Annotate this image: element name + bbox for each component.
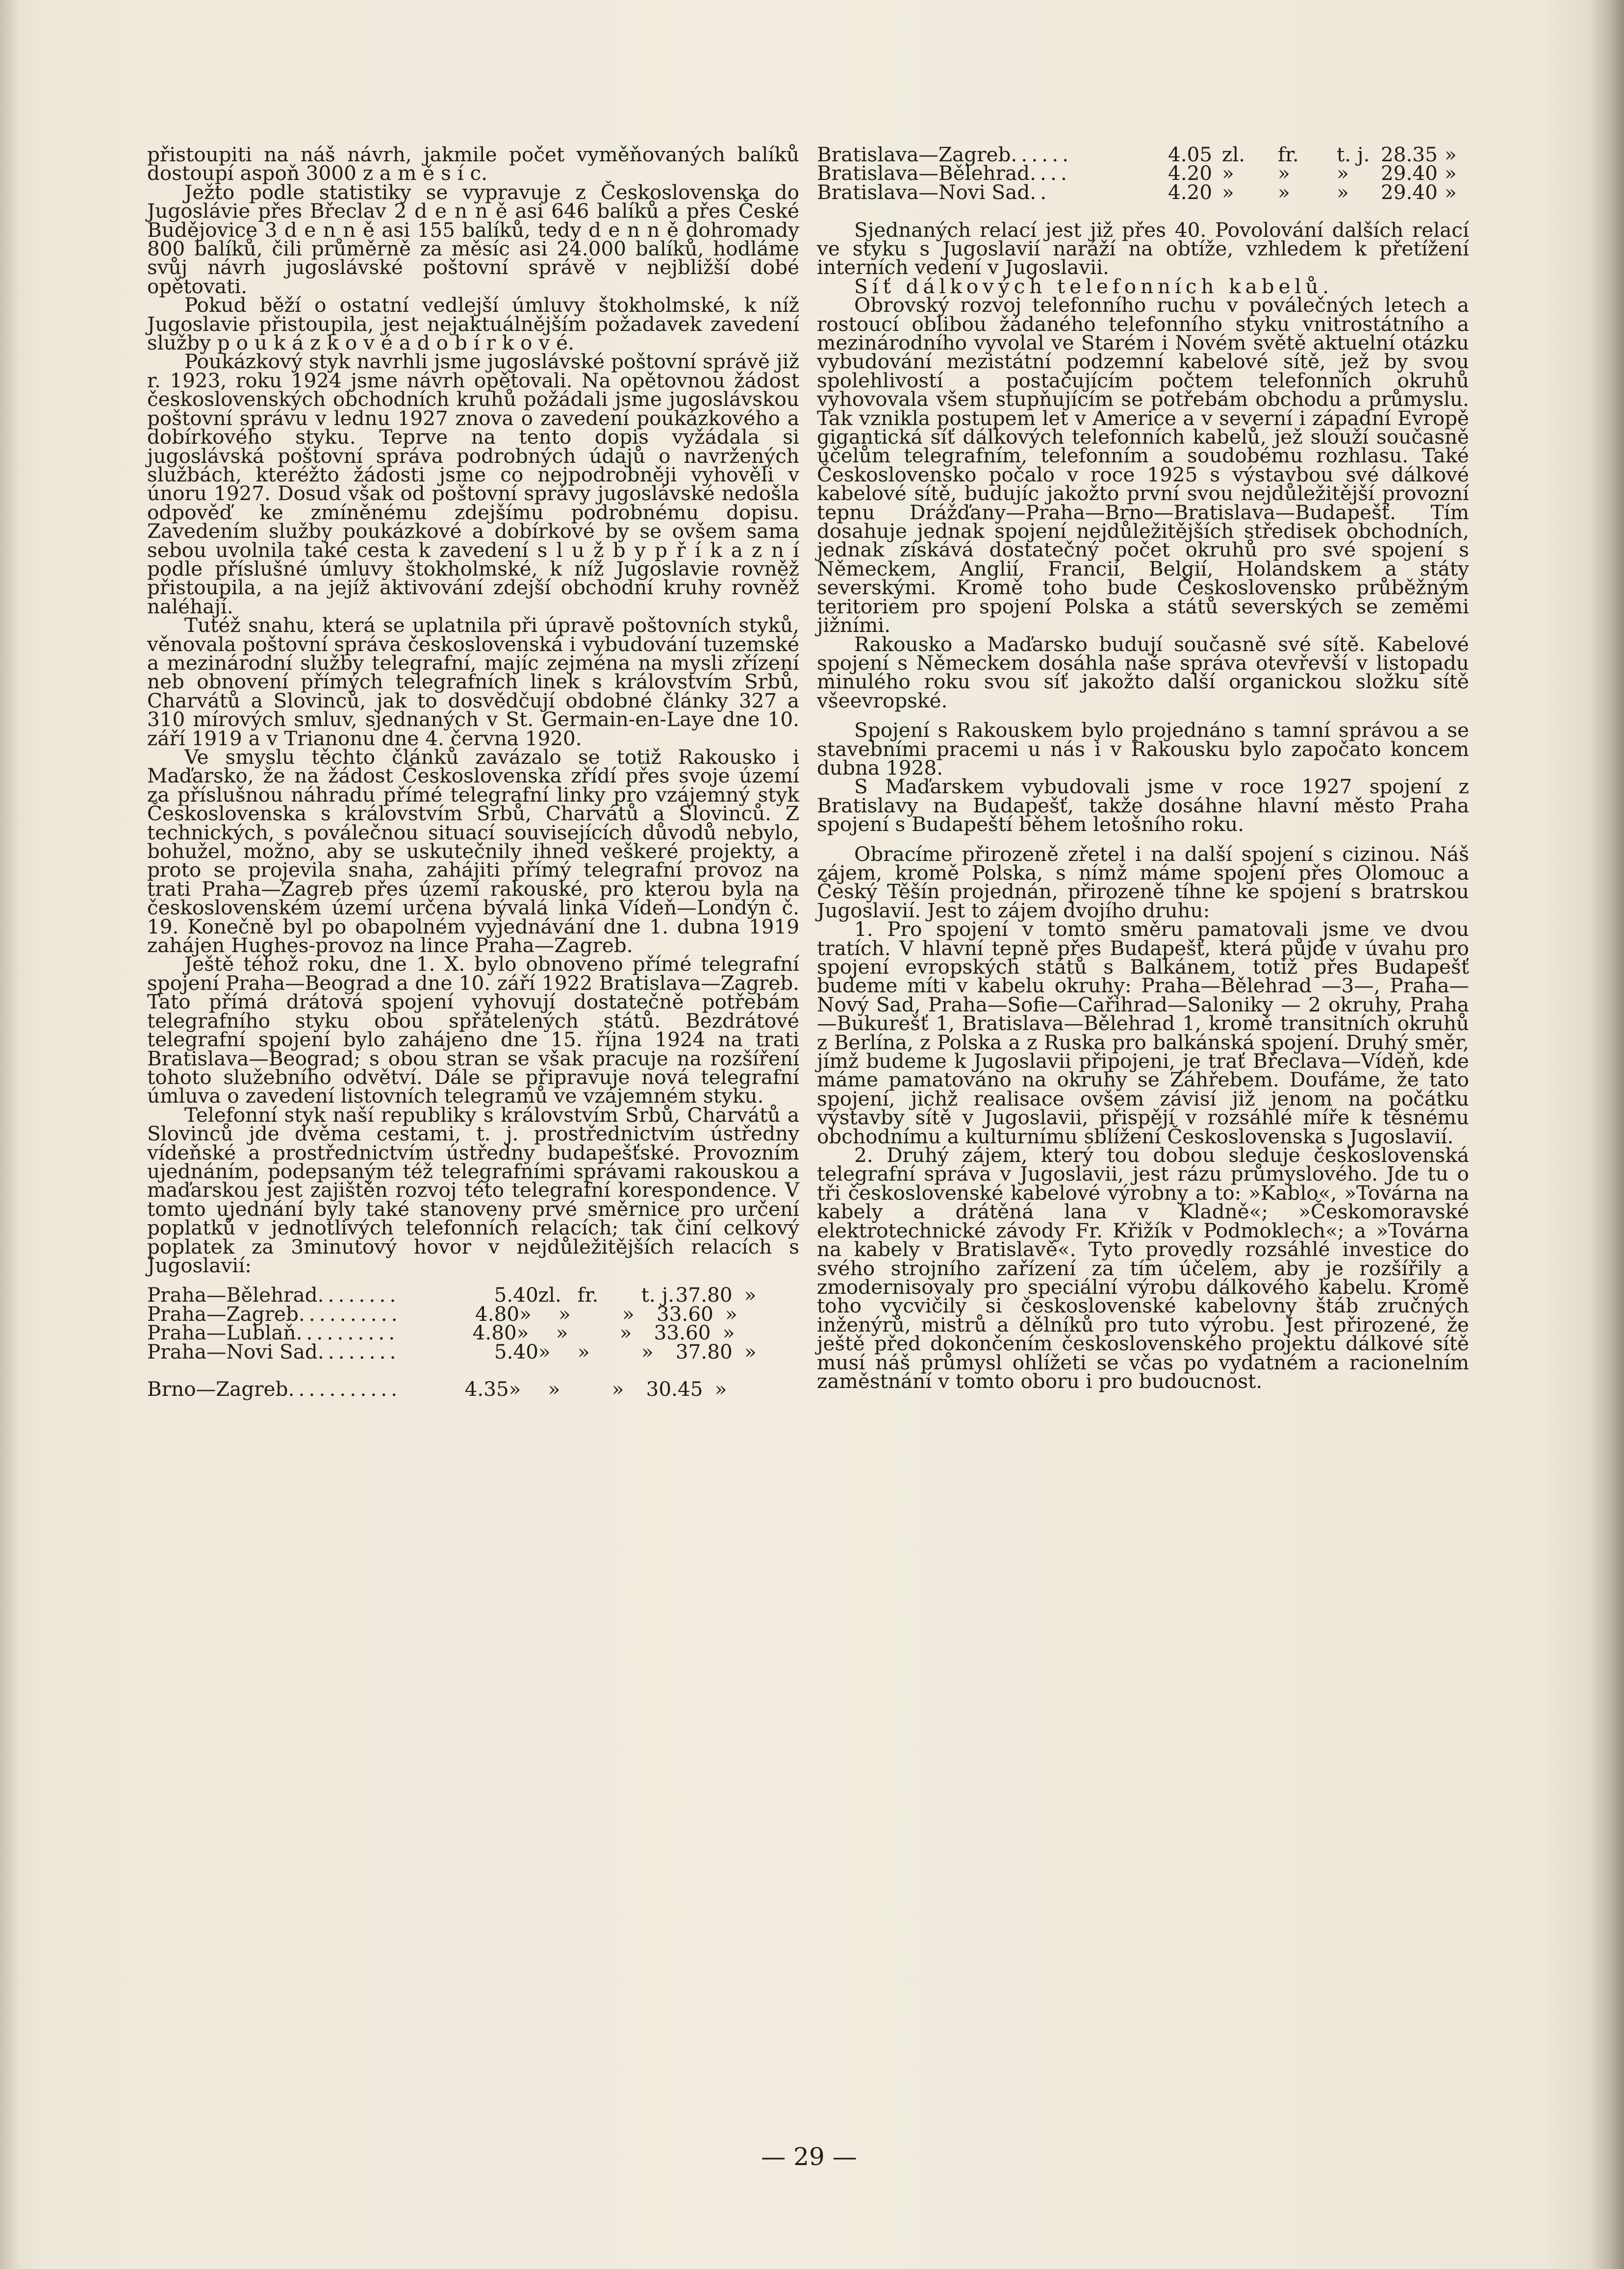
rate-unit: »: [538, 1339, 551, 1363]
paragraph-relations: Sjednaných relací jest již přes 40. Povolování dalších relací ve styku s Jugoslavií naráží na obtíže, vzhledem k přetížení interních vedení v Jugoslavii.: [817, 218, 1469, 279]
rate-route: Praha—Novi Sad: [147, 1339, 318, 1363]
rate-unit: »: [1445, 180, 1457, 204]
rate-unit: »: [556, 1321, 568, 1345]
rate-dots: ..........: [298, 1304, 402, 1324]
rate-unit: »: [1278, 180, 1290, 204]
paragraph-interest-two: 2. Druhý zájem, který tou dobou sleduje československá telegrafní správa v Jugoslavii, jest rázu průmyslového. Jde tu o tři československé kabelové výrobny a to: »Kablo«, »Továrna na kabely a drátěná lana v Kladně«; »Českomoravské elektrotechnické závody Fr. Křižík v Podmoklech«; a »Továrna na kabely v Bratislavě«. Tyto provedly rozsáhlé investice do svého strojního zařízení za tím účelem, aby je rozšířily a zmodernisovaly pro speciální výrobu dálkového kabelu. Kromě toho vycvičily si československé kabelovny štáb zručných inženýrů, mistrů a dělníků pro tuto výrobu. Jest přirozené, že ještě před dokončením československého projektu dálkové sítě musí náš průmysl ohlížeti se včas po vydatném a racionelním zaměstnání v tomto oboru i pro budoucnost.: [817, 1143, 1469, 1393]
rate-value-zl: 5.40: [494, 1283, 538, 1307]
rate-route: Praha—Bělehrad: [147, 1283, 318, 1307]
rate-value-kc: 33.60: [654, 1321, 711, 1345]
rate-unit: »: [577, 1339, 590, 1363]
paragraph-continuation: přistoupiti na náš návrh, jakmile počet vyměňovaných balíků dostoupí aspoň 3000 z a m ě s í c.: [147, 143, 799, 185]
rate-value-zl: 4.20: [1168, 180, 1213, 204]
rate-unit: »: [558, 1302, 571, 1326]
rate-dots: ....: [1030, 164, 1071, 183]
rate-value-kc: 37.80: [675, 1339, 733, 1363]
paragraph-direct-connections: Ještě téhož roku, dne 1. X. bylo obnoveno přímé telegrafní spojení Praha—Beograd a dne 10. září 1922 Bratislava—Zagreb. Tato přímá drátová spojení vyhovují dostatečně potřebám telegrafního styku obou spřátelených států. Bezdrátové telegrafní spojení bylo zahájeno dne 15. října 1924 na trati Bratislava—Beograd; s obou stran se však pracuje na rozšíření tohoto služebního odvětví. Dále se připravuje nová telegrafní úmluva o zavedení listovních telegramů ve vzájemném styku.: [147, 952, 799, 1108]
rate-value-zl: 5.40: [494, 1339, 539, 1363]
rate-dots: ..: [1030, 182, 1051, 202]
rate-unit: »: [744, 1283, 757, 1307]
rate-unit: »: [519, 1302, 532, 1326]
rate-unit: »: [619, 1321, 632, 1345]
rate-dots: ........: [317, 1286, 400, 1305]
rate-unit: t. j.: [641, 1283, 675, 1307]
rate-dots: ........: [317, 1342, 400, 1361]
rate-unit: zl.: [1222, 143, 1245, 166]
rate-unit: zl.: [538, 1283, 561, 1307]
rate-unit: »: [548, 1377, 560, 1401]
rates-table-bratislava: [817, 145, 1469, 202]
rate-unit: t. j.: [1337, 143, 1370, 166]
rate-value-zl: 4.80: [472, 1321, 517, 1345]
page-left-shadow: [0, 0, 20, 2269]
rate-value-zl: 4.05: [1168, 143, 1213, 166]
rate-unit: fr.: [1278, 143, 1299, 166]
rate-unit: »: [1337, 180, 1349, 204]
rate-row: [147, 1283, 799, 1307]
paragraph-telegraph: Tutéž snahu, která se uplatnila při úpravě poštovních styků, věnovala poštovní správa československá i vybudování tuzemské a mezinárodní služby telegrafní, majíc zejména na mysli zřízení neb obnovení přímých telegrafních linek s královstvím Srbů, Charvátů a Slovinců, jak to dosvědčují obdobné články 327 a 310 mírových smluv, sjednaných v St. Germain-en-Laye dne 10. září 1919 a v Trianonu dne 4. června 1920.: [147, 613, 799, 750]
rate-value-kc: 33.60: [656, 1302, 713, 1326]
paragraph-money-orders: Poukázkový styk navrhli jsme jugoslávské poštovní správě již r. 1923, roku 1924 jsme návrh opětovali. Na opětovnou žádost československých obchodních kruhů požádali jsme jugoslávskou poštovní správu v lednu 1927 znova o zavedení poukázkového a dobírkového styku. Teprve na tento dopis vyžádala si jugoslávská poštovní správa podrobných údajů o navržených službách, kteréžto žádosti jsme co nejpodrobněji vyhověli v únoru 1927. Dosud však od poštovní správy jugoslávské nedošla odpověď ke zmíněnému zdejšímu podrobnému dopisu. Zavedením služby poukázkové a dobírkové by se ovšem sama sebou uvolnila také cesta k zavedení s l u ž b y p ř í k a z n í podle příslušné úmluvy štokholmské, k níž Jugoslavie rovněž přistoupila, a na jejíž aktivování zdejší obchodní kruhy rovněž naléhají.: [147, 350, 799, 618]
rate-row: [147, 1321, 799, 1345]
paragraph-statistics: Ježto podle statistiky se vypravuje z Československa do Jugoslávie přes Břeclav 2 d e n n ě asi 646 balíků a přes České Budějovice 3 d e n n ě asi 155 balíků, tedy d e n n ě dohromady 800 balíků, čili průměrně za měsíc asi 24.000 balíků, hodláme svůj návrh jugoslávské poštovní správě v nejbližší dobé opětovati.: [147, 180, 799, 298]
rate-route: Bratislava—Novi Sad: [817, 180, 1030, 204]
rate-unit: fr.: [577, 1283, 599, 1307]
rate-value-kc: 29.40: [1381, 161, 1438, 185]
rate-route: Bratislava—Zagreb: [817, 143, 1011, 166]
paragraph-interest-one: 1. Pro spojení v tomto směru pamatovali jsme ve dvou tratích. V hlavní tepně přes Budapešť, která půjde v úvahu pro spojení evropských států s Balkánem, totiž přes Budapešť budeme míti v kabelu okruhy: Praha—Bělehrad —3—, Praha—Nový Sad, Praha—Sofie—Cařihrad—Saloniky — 2 okruhy, Praha—Bukurešť 1, Bratislava—Bělehrad 1, kromě transitních okruhů z Berlína, z Polska a z Ruska pro balkánská spojení. Druhý směr, jímž budeme k Jugoslavii připojeni, je trať Břeclava—Vídeň, kde máme pamatováno na okruhy se Záhřebem. Doufáme, že tato spojení, jichž realisace ovšem závisí již jenom na počátku výstavby sítě v Jugoslavii, přispějí v rozsáhlé míře k těsnému obchodnímu a kulturnímu sblížení Československa s Jugoslavií.: [817, 917, 1469, 1148]
rate-unit: »: [611, 1377, 624, 1401]
rate-route: Praha—Lublaň: [147, 1321, 296, 1345]
rate-row: [817, 180, 1469, 204]
paragraph-cable-network: Obrovský rozvoj telefonního ruchu v poválečných letech a rostoucí oblibou žádaného telefonního styku vnitrostátního a mezinárodního vyvolal ve Starém i Novém světě aktuelní otázku vybudování mezistátní podzemní kabelové sítě, jež by svou spolehlivostí a postačujícím počtem telefonních okruhů vyhovovala všem stupňujícím se potřebám obchodu a průmyslu. Tak vznikla postupem let v Americe a v severní i západní Evropě gigantická síť dálkových telefonních kabelů, jež slouží současně účelům telegrafním, telefonním a soudobému rozhlasu. Také Československo počalo v roce 1925 s výstavbou své dálkové kabelové sítě, budujíc jakožto první svou nejdůležitější provozní tepnu Drážďany—Praha—Brno—Bratislava—Budapešť. Tím dosahuje jednak spojení nejdůležitějších středisek obchodních, jednak získává dostatečný počet okruhů pro své spojení s Německem, Anglií, Francií, Belgií, Holandskem a státy severskými. Kromě toho bude Československo průběžným teritoriem pro spojení Polska a států severských se zeměmi jižními.: [817, 293, 1469, 637]
page-number: — 29 —: [761, 2143, 857, 2171]
rate-value-zl: 4.20: [1168, 161, 1213, 185]
rate-value-kc: 30.45: [646, 1377, 703, 1401]
page-spine-shadow: [1590, 0, 1624, 2269]
rate-unit: »: [714, 1377, 727, 1401]
paragraph-telephone: Telefonní styk naší republiky s královstvím Srbů, Charvátů a Slovinců jde dvěma cestami, t. j. prostřednictvím ústředny vídeňské a prostřednictvím ústředny budapešťské. Provozním ujednáním, podepsaným též telegrafními správami rakouskou a maďarskou jest zajištěn rozvoj této telegrafní korespondence. V tomto ujednání byly také stanoveny prvé směrnice pro určení poplatků v jednotlivých telefonních relacích; tak činí celkový poplatek za 3minutový hovor v nejdůležitějších relacích s Jugoslavií:: [147, 1103, 799, 1277]
paragraph-austria: Spojení s Rakouskem bylo projednáno s tamní správou a se stavebními pracemi u nás i v Rakousku bylo započato koncem dubna 1928.: [817, 718, 1469, 780]
rate-value-zl: 4.35: [464, 1377, 509, 1401]
rate-dots: ...........: [288, 1380, 402, 1399]
rate-unit: »: [722, 1321, 735, 1345]
paragraph-foreign-links: Obracíme přirozeně zřetel i na další spojení s cizinou. Náš zájem, kromě Polska, s nímž máme spojení přes Olomouc a Český Těšín projednán, přirozeně tíhne ke spojení s bratrskou Jugoslavií. Jest to zájem dvojího druhu:: [817, 842, 1469, 922]
rate-row-brno: [147, 1377, 799, 1401]
right-column: [817, 143, 1469, 1393]
rate-row: [147, 1339, 799, 1363]
rate-route: Bratislava—Bělehrad: [817, 161, 1030, 185]
section-heading-cables: Síť dálkových telefonních kabelů.: [854, 274, 1334, 298]
rate-value-kc: 29.40: [1381, 180, 1438, 204]
rate-dots: ......: [1011, 145, 1073, 164]
rates-table: [147, 1283, 799, 1401]
rate-unit: »: [1445, 161, 1457, 185]
rate-unit: »: [1278, 161, 1290, 185]
rate-unit: »: [1445, 143, 1457, 166]
rate-unit: »: [516, 1321, 529, 1345]
rate-value-kc: 28.35: [1381, 143, 1438, 166]
rate-dots: ..........: [296, 1323, 399, 1342]
rate-route: Praha—Zagreb: [147, 1302, 299, 1326]
paragraph-stockholm: Pokud běží o ostatní vedlejší úmluvy štokholmské, k níž Jugoslavie přistoupila, jest nejaktuálnějším požadavek zavedení služby p o u k á z k o v é a d o b í r k o v é.: [147, 293, 799, 355]
rate-unit: »: [508, 1377, 521, 1401]
rate-unit: »: [622, 1302, 634, 1326]
rate-unit: »: [641, 1339, 654, 1363]
rate-unit: »: [1222, 180, 1234, 204]
rate-route: Brno—Zagreb: [147, 1377, 288, 1401]
paragraph-austria-hungary: Rakousko a Maďarsko budují současně své sítě. Kabelové spojení s Německem dosáhla naše správa otevřevší v listopadu minulého roku svou síť jakožto další organickou složku sítě všeevropské.: [817, 632, 1469, 712]
rate-unit: »: [1222, 161, 1234, 185]
paragraph-treaty-articles: Ve smyslu těchto článků zavázalo se totiž Rakousko i Maďarsko, že na žádost Československa zřídí přes svoje území za příslušnou náhradu přímé telegrafní linky pro vzájemný styk Československa s královstvím Srbů, Charvátů a Slovinců. Z technických, s poválečnou situací souvisejících důvodů nebylo, bohužel, možno, aby se uskutečnily ihned veškeré projekty, a proto se projevila snaha, zahájiti přímý telegrafní provoz na trati Praha—Zagreb přes území rakouské, pro kterou byla na československém území určena bývalá linka Vídeň—Londýn č. 19. Konečně byl po obapolném vyjednávání dne 1. dubna 1919 zahájen Hughes-provoz na lince Praha—Zagreb.: [147, 745, 799, 958]
rate-value-zl: 4.80: [475, 1302, 520, 1326]
rate-value-kc: 37.80: [675, 1283, 733, 1307]
paragraph-hungary: S Maďarskem vybudovali jsme v roce 1927 spojení z Bratislavy na Budapešť, takže dosáhne hlavní město Praha spojení s Budapeští během letošního roku.: [817, 775, 1469, 836]
spacer: [817, 202, 1469, 220]
rate-unit: »: [725, 1302, 737, 1326]
left-column: [147, 145, 799, 1399]
rate-unit: »: [744, 1339, 757, 1363]
rate-unit: »: [1337, 161, 1349, 185]
